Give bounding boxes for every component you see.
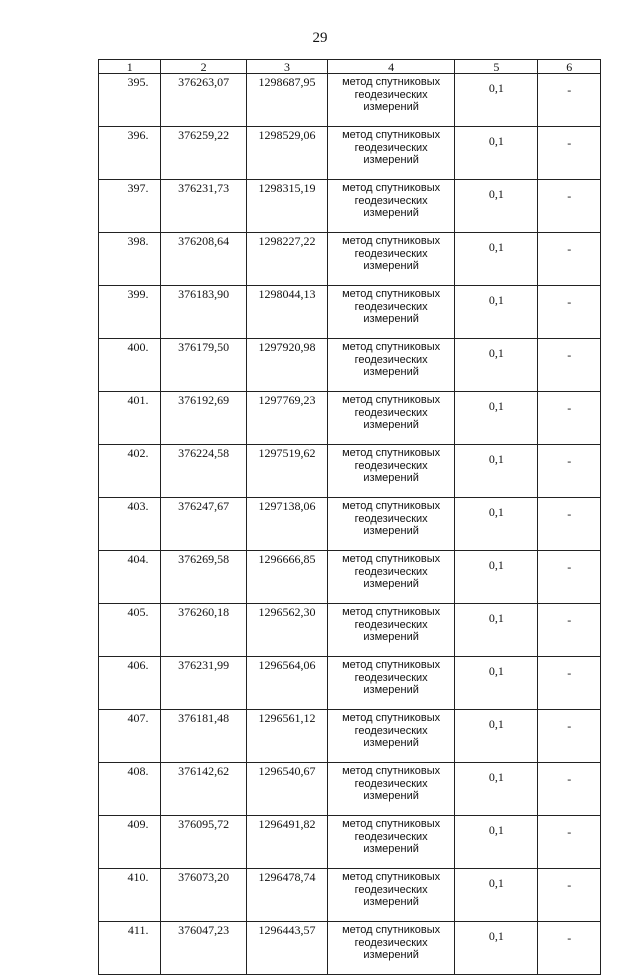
method-line: измерений: [363, 419, 419, 431]
method-line: метод спутниковых: [342, 182, 441, 194]
method-line: геодезических: [354, 353, 428, 366]
method-cell: [328, 710, 455, 763]
point-number-cell: 405.: [99, 604, 161, 657]
note-cell: -: [538, 922, 601, 975]
y-coordinate-cell: 1296562,30: [246, 604, 327, 657]
method-cell: [328, 657, 455, 710]
y-coordinate-cell: 1296478,74: [246, 869, 327, 922]
table-row: [99, 392, 601, 445]
method-line: метод спутниковых: [342, 765, 441, 777]
method-line: метод спутниковых: [342, 288, 441, 300]
method-line: измерений: [363, 472, 419, 484]
method-line: измерений: [363, 366, 419, 378]
page-number: 29: [312, 30, 328, 46]
accuracy-cell: 0,1: [455, 180, 538, 233]
accuracy-cell: 0,1: [455, 922, 538, 975]
accuracy-cell: 0,1: [455, 127, 538, 180]
method-line: метод спутниковых: [342, 553, 441, 565]
x-coordinate-cell: 376073,20: [161, 869, 246, 922]
table-row: [99, 604, 601, 657]
y-coordinate-cell: 1298044,13: [246, 286, 327, 339]
point-number-cell: 399.: [99, 286, 161, 339]
accuracy-cell: 0,1: [455, 551, 538, 604]
note-cell: -: [538, 392, 601, 445]
table-row: [99, 869, 601, 922]
method-cell: [328, 551, 455, 604]
y-coordinate-cell: 1296666,85: [246, 551, 327, 604]
y-coordinate-cell: 1296491,82: [246, 816, 327, 869]
table-row: [99, 922, 601, 975]
method-line: измерений: [363, 631, 419, 643]
method-line: метод спутниковых: [342, 712, 441, 724]
method-line: измерений: [363, 790, 419, 802]
method-line: метод спутниковых: [342, 659, 441, 671]
y-coordinate-cell: 1297519,62: [246, 445, 327, 498]
method-line: геодезических: [354, 512, 428, 525]
method-line: измерений: [363, 313, 419, 325]
table-row: [99, 180, 601, 233]
table-row: [99, 816, 601, 869]
method-line: метод спутниковых: [342, 871, 441, 883]
method-line: измерений: [363, 207, 419, 219]
point-number-cell: 406.: [99, 657, 161, 710]
accuracy-cell: 0,1: [455, 657, 538, 710]
method-cell: [328, 445, 455, 498]
x-coordinate-cell: 376192,69: [161, 392, 246, 445]
method-line: геодезических: [354, 936, 428, 949]
method-cell: [328, 339, 455, 392]
method-line: метод спутниковых: [342, 447, 441, 459]
x-coordinate-cell: 376231,73: [161, 180, 246, 233]
note-cell: -: [538, 551, 601, 604]
method-line: метод спутниковых: [342, 76, 441, 88]
method-cell: [328, 74, 455, 127]
point-number-cell: 409.: [99, 816, 161, 869]
table-row: [99, 233, 601, 286]
table-row: [99, 127, 601, 180]
method-line: метод спутниковых: [342, 606, 441, 618]
x-coordinate-cell: 376263,07: [161, 74, 246, 127]
accuracy-cell: 0,1: [455, 445, 538, 498]
method-line: измерений: [363, 896, 419, 908]
note-cell: -: [538, 657, 601, 710]
method-cell: [328, 816, 455, 869]
point-number-cell: 410.: [99, 869, 161, 922]
note-cell: -: [538, 816, 601, 869]
point-number-cell: 408.: [99, 763, 161, 816]
method-line: геодезических: [354, 459, 428, 472]
y-coordinate-cell: 1296564,06: [246, 657, 327, 710]
point-number-cell: 402.: [99, 445, 161, 498]
table-row: [99, 763, 601, 816]
x-coordinate-cell: 376047,23: [161, 922, 246, 975]
method-cell: [328, 286, 455, 339]
point-number-cell: 397.: [99, 180, 161, 233]
coordinates-table: [98, 59, 601, 975]
method-line: метод спутниковых: [342, 500, 441, 512]
method-cell: [328, 763, 455, 816]
accuracy-cell: 0,1: [455, 816, 538, 869]
accuracy-cell: 0,1: [455, 710, 538, 763]
table-row: [99, 445, 601, 498]
point-number-cell: 401.: [99, 392, 161, 445]
note-cell: -: [538, 604, 601, 657]
method-cell: [328, 180, 455, 233]
method-line: метод спутниковых: [342, 341, 441, 353]
y-coordinate-cell: 1296561,12: [246, 710, 327, 763]
table-body: [99, 74, 601, 975]
method-cell: [328, 392, 455, 445]
point-number-cell: 411.: [99, 922, 161, 975]
header-col-2: 2: [161, 60, 246, 74]
method-line: геодезических: [354, 565, 428, 578]
note-cell: -: [538, 763, 601, 816]
y-coordinate-cell: 1298227,22: [246, 233, 327, 286]
note-cell: -: [538, 180, 601, 233]
point-number-cell: 395.: [99, 74, 161, 127]
y-coordinate-cell: 1298529,06: [246, 127, 327, 180]
x-coordinate-cell: 376231,99: [161, 657, 246, 710]
accuracy-cell: 0,1: [455, 74, 538, 127]
table-row: [99, 657, 601, 710]
note-cell: -: [538, 74, 601, 127]
method-line: геодезических: [354, 88, 428, 101]
accuracy-cell: 0,1: [455, 392, 538, 445]
point-number-cell: 403.: [99, 498, 161, 551]
point-number-cell: 400.: [99, 339, 161, 392]
method-line: измерений: [363, 260, 419, 272]
method-cell: [328, 233, 455, 286]
x-coordinate-cell: 376269,58: [161, 551, 246, 604]
method-line: измерений: [363, 684, 419, 696]
method-line: метод спутниковых: [342, 818, 441, 830]
x-coordinate-cell: 376179,50: [161, 339, 246, 392]
y-coordinate-cell: 1296443,57: [246, 922, 327, 975]
header-col-5: 5: [455, 60, 538, 74]
method-line: геодезических: [354, 300, 428, 313]
table-header-row: [99, 60, 601, 74]
header-col-6: 6: [538, 60, 601, 74]
note-cell: -: [538, 233, 601, 286]
method-line: метод спутниковых: [342, 235, 441, 247]
note-cell: -: [538, 710, 601, 763]
accuracy-cell: 0,1: [455, 233, 538, 286]
accuracy-cell: 0,1: [455, 286, 538, 339]
y-coordinate-cell: 1297769,23: [246, 392, 327, 445]
point-number-cell: 404.: [99, 551, 161, 604]
method-line: измерений: [363, 737, 419, 749]
header-col-3: 3: [246, 60, 327, 74]
accuracy-cell: 0,1: [455, 869, 538, 922]
method-line: измерений: [363, 949, 419, 961]
method-cell: [328, 922, 455, 975]
note-cell: -: [538, 445, 601, 498]
note-cell: -: [538, 869, 601, 922]
method-line: геодезических: [354, 247, 428, 260]
x-coordinate-cell: 376183,90: [161, 286, 246, 339]
table-row: [99, 498, 601, 551]
accuracy-cell: 0,1: [455, 339, 538, 392]
method-cell: [328, 127, 455, 180]
method-cell: [328, 498, 455, 551]
note-cell: -: [538, 127, 601, 180]
x-coordinate-cell: 376208,64: [161, 233, 246, 286]
accuracy-cell: 0,1: [455, 604, 538, 657]
point-number-cell: 407.: [99, 710, 161, 763]
table-row: [99, 286, 601, 339]
method-line: геодезических: [354, 724, 428, 737]
table-row: [99, 551, 601, 604]
method-line: измерений: [363, 578, 419, 590]
accuracy-cell: 0,1: [455, 498, 538, 551]
method-line: метод спутниковых: [342, 394, 441, 406]
point-number-cell: 396.: [99, 127, 161, 180]
y-coordinate-cell: 1298687,95: [246, 74, 327, 127]
note-cell: -: [538, 286, 601, 339]
y-coordinate-cell: 1297920,98: [246, 339, 327, 392]
table-row: [99, 710, 601, 763]
y-coordinate-cell: 1298315,19: [246, 180, 327, 233]
x-coordinate-cell: 376260,18: [161, 604, 246, 657]
method-cell: [328, 869, 455, 922]
method-line: геодезических: [354, 141, 428, 154]
header-col-4: 4: [328, 60, 455, 74]
x-coordinate-cell: 376095,72: [161, 816, 246, 869]
method-line: измерений: [363, 101, 419, 113]
method-line: геодезических: [354, 194, 428, 207]
table-row: [99, 74, 601, 127]
note-cell: -: [538, 339, 601, 392]
method-line: геодезических: [354, 830, 428, 843]
method-line: геодезических: [354, 406, 428, 419]
y-coordinate-cell: 1296540,67: [246, 763, 327, 816]
method-line: измерений: [363, 843, 419, 855]
method-line: геодезических: [354, 883, 428, 896]
table-row: [99, 339, 601, 392]
y-coordinate-cell: 1297138,06: [246, 498, 327, 551]
note-cell: -: [538, 498, 601, 551]
method-line: геодезических: [354, 671, 428, 684]
method-line: метод спутниковых: [342, 129, 441, 141]
method-line: метод спутниковых: [342, 924, 441, 936]
header-col-1: 1: [99, 60, 161, 74]
method-line: измерений: [363, 525, 419, 537]
method-line: измерений: [363, 154, 419, 166]
method-line: геодезических: [354, 777, 428, 790]
x-coordinate-cell: 376142,62: [161, 763, 246, 816]
x-coordinate-cell: 376259,22: [161, 127, 246, 180]
point-number-cell: 398.: [99, 233, 161, 286]
x-coordinate-cell: 376224,58: [161, 445, 246, 498]
accuracy-cell: 0,1: [455, 763, 538, 816]
method-line: геодезических: [354, 618, 428, 631]
x-coordinate-cell: 376247,67: [161, 498, 246, 551]
x-coordinate-cell: 376181,48: [161, 710, 246, 763]
method-cell: [328, 604, 455, 657]
